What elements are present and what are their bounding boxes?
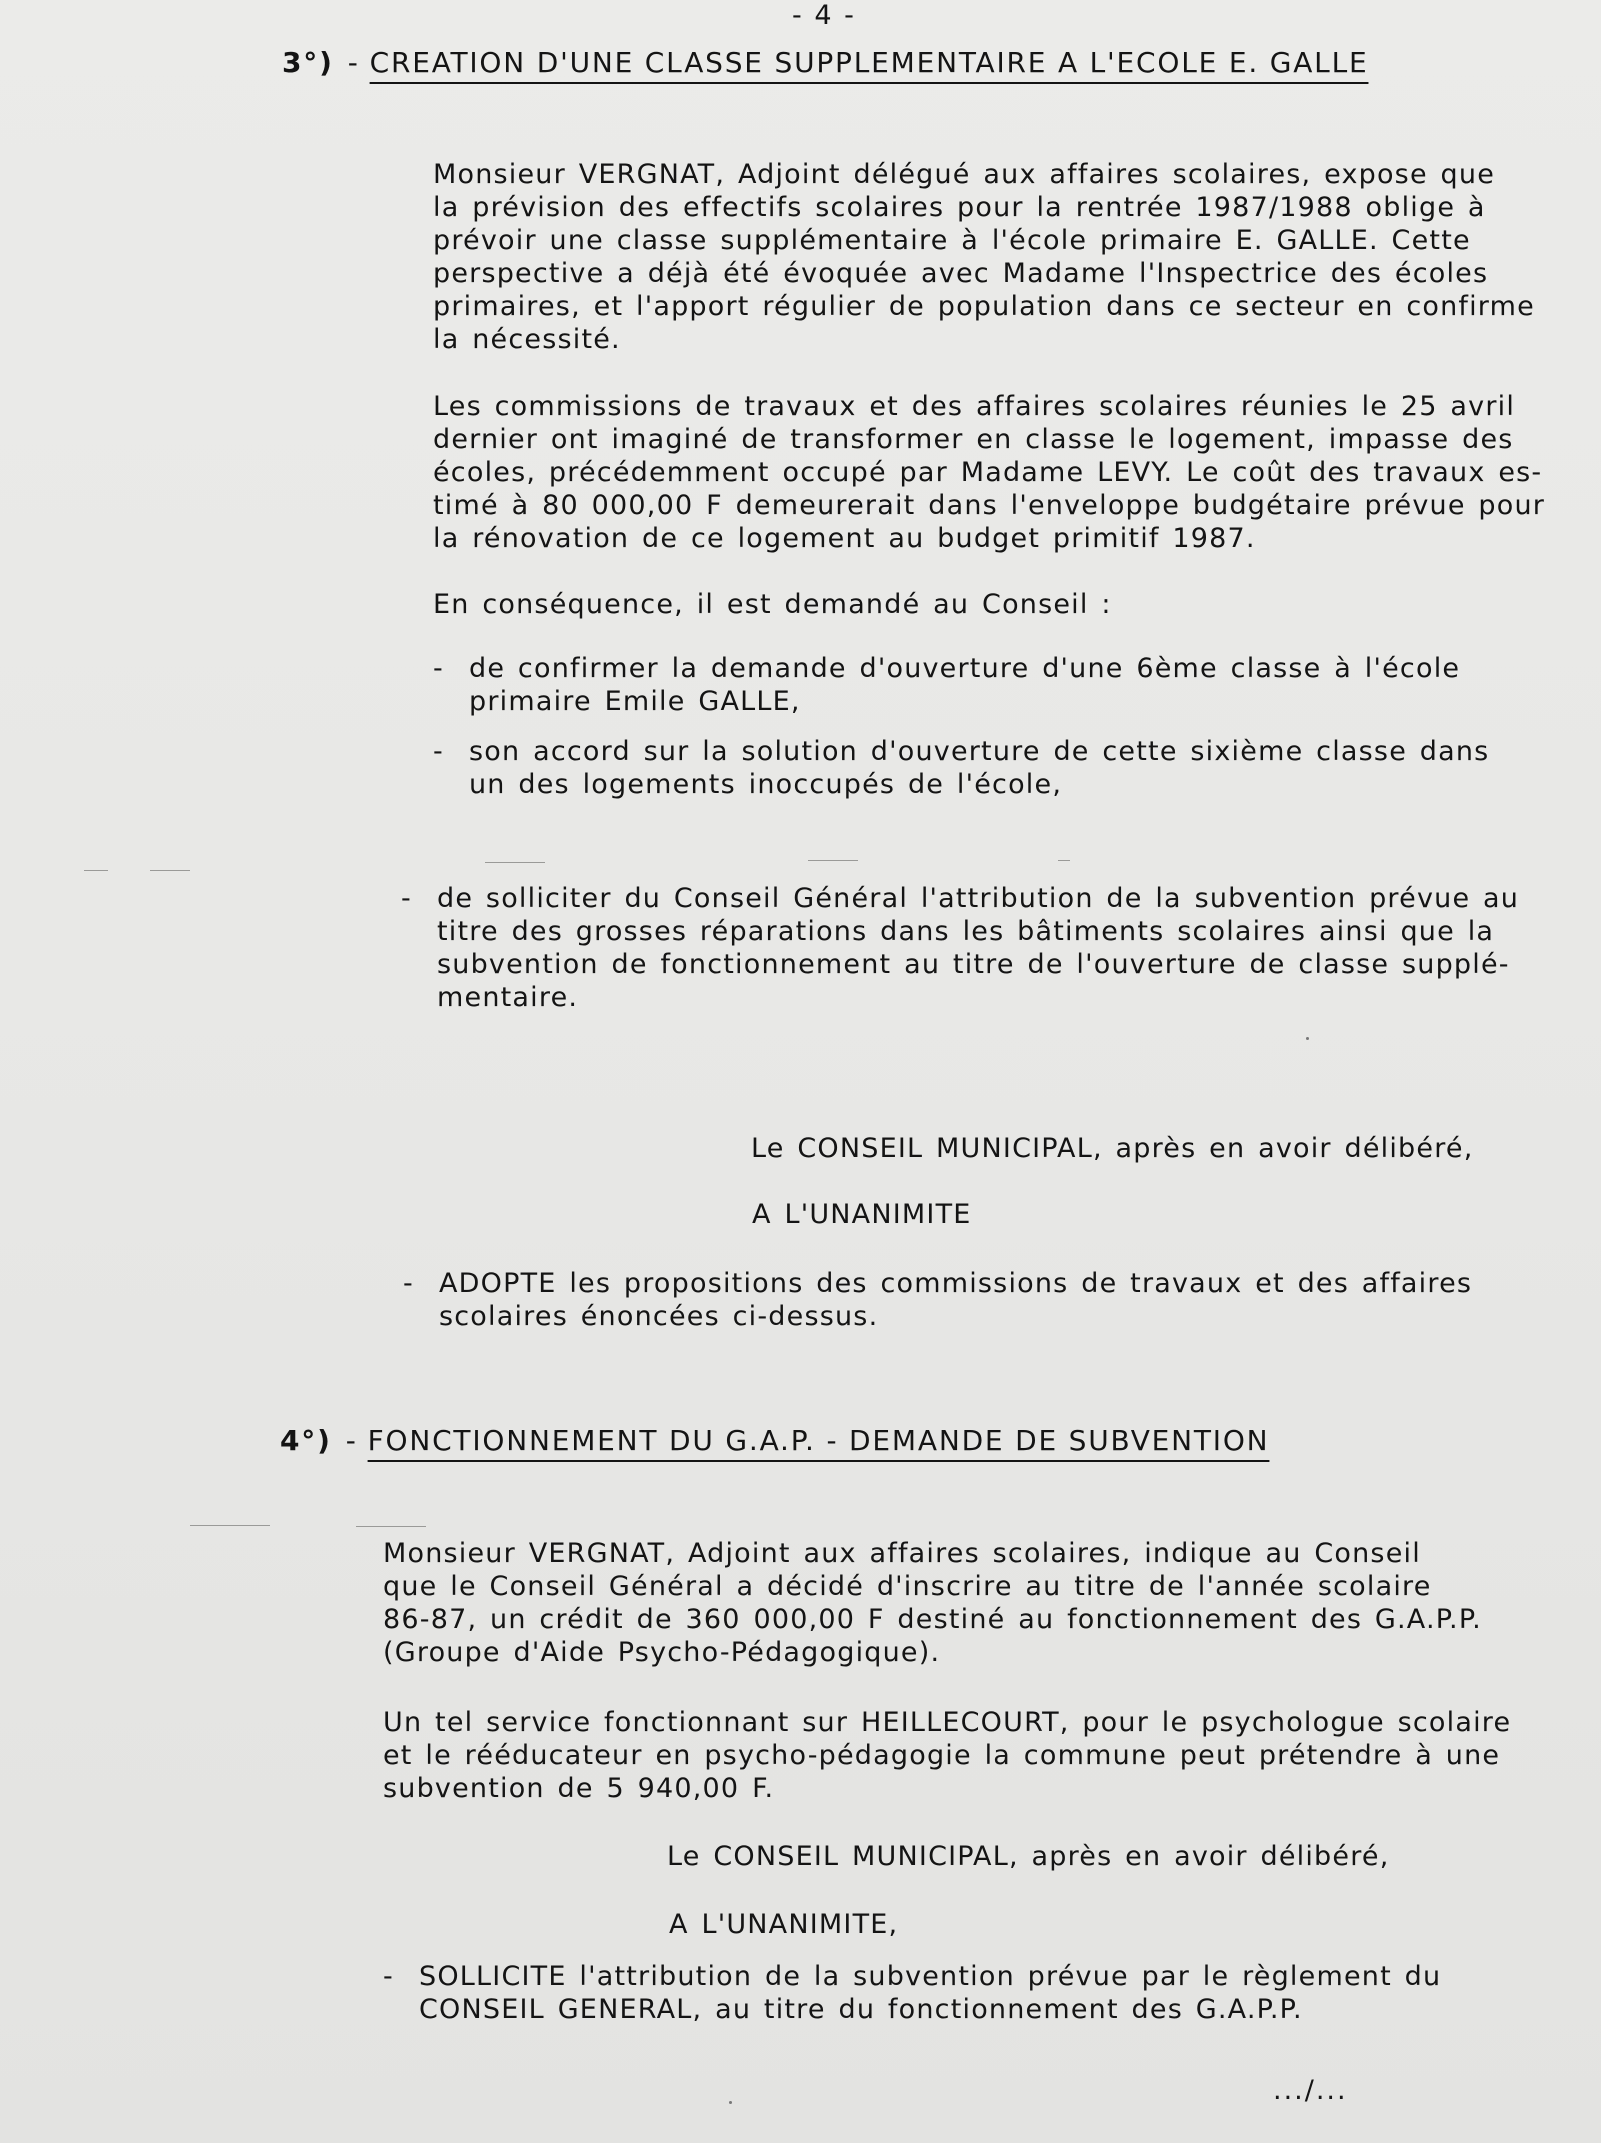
list-bullet: - (433, 653, 444, 684)
continuation-mark: .../... (1273, 2075, 1348, 2106)
scan-mark (356, 1526, 426, 1527)
section-3-heading (282, 46, 1368, 79)
decision-text: ADOPTE les propositions des commissions de travaux et des affaires scolaires énoncées ci-dessus. (439, 1268, 1473, 1332)
section-3-title: CREATION D'UNE CLASSE SUPPLEMENTAIRE A L'ECOLE E. GALLE (369, 46, 1369, 79)
scan-mark (84, 870, 108, 871)
scan-speck (729, 2101, 732, 2104)
section-4-dash: - (345, 1424, 358, 1457)
section-3-number: 3°) (282, 46, 334, 79)
scan-mark (1058, 860, 1070, 861)
scan-mark (808, 860, 858, 861)
section-4-paragraph-1: Monsieur VERGNAT, Adjoint aux affaires scolaires, indique au Conseil que le Conseil Général a décidé d'inscrire au titre de l'année scolaire 86-87, un crédit de 360 000,00 F destiné au fonctionnement des G.A.P.P. (Groupe d'Aide Psycho-Pédagogique). (383, 1538, 1482, 1668)
page-number: - 4 - (792, 0, 856, 31)
scan-mark (190, 1525, 270, 1526)
list-item-text: de confirmer la demande d'ouverture d'une 6ème classe à l'école primaire Emile GALLE, (469, 653, 1461, 717)
section-3-list-item (433, 652, 1460, 718)
section-3-paragraph-1: Monsieur VERGNAT, Adjoint délégué aux affaires scolaires, expose que la prévision des effectifs scolaires pour la rentrée 1987/1988 oblige à prévoir une classe supplémentaire à l'école primaire E. GALLE. Cette perspective a déjà été évoquée avec Madame l'Inspectrice des écoles primaires, et l'apport régulier de population dans ce secteur en confirme la nécessité. (433, 159, 1535, 355)
list-bullet: - (401, 883, 412, 914)
scan-speck (1306, 1037, 1309, 1040)
scan-mark (485, 862, 545, 863)
list-item-text: son accord sur la solution d'ouverture de cette sixième classe dans un des logements inoccupés de l'école, (469, 736, 1490, 800)
list-bullet: - (403, 1268, 414, 1299)
section-3-list-item (401, 882, 1519, 1014)
section-4-paragraph-2: Un tel service fonctionnant sur HEILLECOURT, pour le psychologue scolaire et le rééducateur en psycho-pédagogie la commune peut prétendre à une subvention de 5 940,00 F. (383, 1707, 1512, 1804)
scan-mark (150, 870, 190, 871)
section-4-number: 4°) (280, 1424, 332, 1457)
section-3-dash: - (347, 46, 360, 79)
section-3-unanimite: A L'UNANIMITE (752, 1199, 972, 1230)
section-4-conseil-statement: Le CONSEIL MUNICIPAL, après en avoir délibéré, (667, 1841, 1390, 1872)
section-3-paragraph-3: En conséquence, il est demandé au Conseil : (433, 589, 1112, 620)
section-3-conseil-statement: Le CONSEIL MUNICIPAL, après en avoir délibéré, (751, 1133, 1474, 1164)
section-4-title: FONCTIONNEMENT DU G.A.P. - DEMANDE DE SUBVENTION (367, 1424, 1270, 1457)
list-bullet: - (383, 1961, 394, 1992)
decision-text: SOLLICITE l'attribution de la subvention prévue par le règlement du CONSEIL GENERAL, au titre du fonctionnement des G.A.P.P. (419, 1961, 1442, 2025)
list-bullet: - (433, 736, 444, 767)
section-4-heading (280, 1424, 1269, 1457)
section-3-decision (403, 1267, 1472, 1333)
section-4-unanimite: A L'UNANIMITE, (669, 1909, 899, 1940)
list-item-text: de solliciter du Conseil Général l'attribution de la subvention prévue au titre des grosses réparations dans les bâtiments scolaires ainsi que la subvention de fonctionnement au titre de l'ouverture de classe supplé- mentaire. (437, 883, 1520, 1013)
section-4-decision (383, 1960, 1441, 2026)
section-3-list-item (433, 735, 1489, 801)
section-3-paragraph-2: Les commissions de travaux et des affaires scolaires réunies le 25 avril dernier ont imaginé de transformer en classe le logement, impasse des écoles, précédemment occupé par Madame LEVY. Le coût des travaux es- timé à 80 000,00 F demeurerait dans l'enveloppe budgétaire prévue pour la rénovation de ce logement au budget primitif 1987. (433, 391, 1546, 554)
